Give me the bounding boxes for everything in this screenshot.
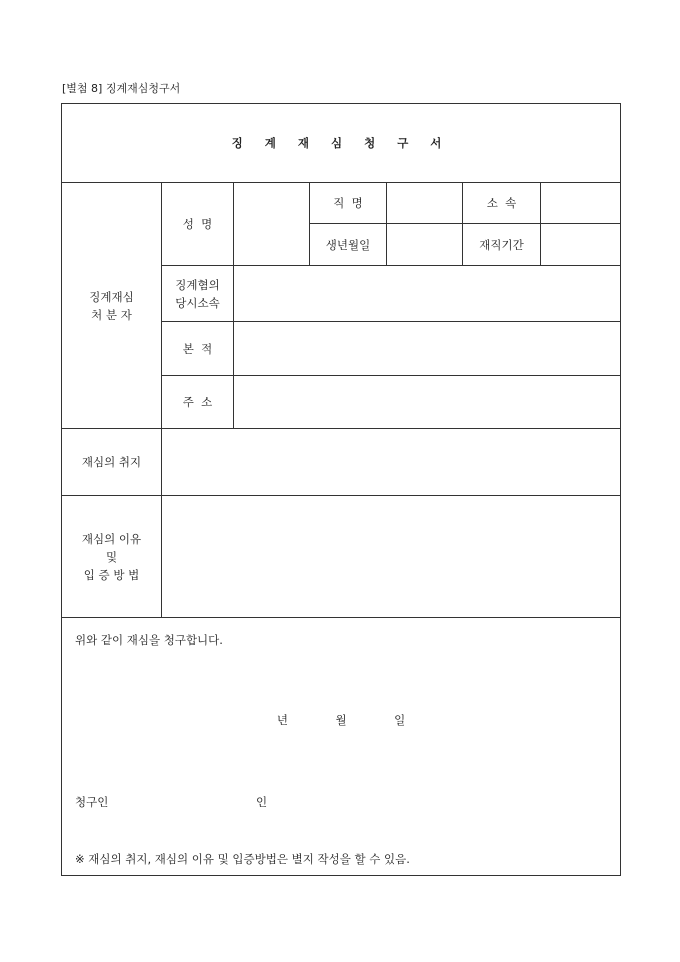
address-label: 주 소 <box>162 376 234 429</box>
footer-section <box>62 618 621 876</box>
requester-section-label <box>62 183 162 429</box>
reason-label <box>62 496 162 618</box>
dept-at-discipline-label <box>162 266 234 322</box>
seal-label: 인 <box>256 795 268 809</box>
reason-label-line3: 입 증 방 법 <box>83 567 140 582</box>
domicile-field[interactable] <box>234 322 621 376</box>
dept-at-discipline-label-line1: 징계혐의 <box>175 277 220 292</box>
requester-section-label-line2: 처 분 자 <box>91 307 132 322</box>
claimant-label: 청구인 <box>75 795 109 809</box>
reason-label-line1: 재심의 이유 <box>81 531 142 546</box>
tenure-label: 재직기간 <box>463 224 541 266</box>
day-label: 일 <box>394 713 406 727</box>
reason-label-line2: 및 <box>105 549 118 564</box>
name-label: 성 명 <box>162 183 234 266</box>
name-field[interactable] <box>234 183 310 266</box>
position-field[interactable] <box>387 183 463 224</box>
dept-at-discipline-field[interactable] <box>234 266 621 322</box>
attachment-label: [별첨 8] 징계재심청구서 <box>62 82 181 95</box>
affiliation-label: 소 속 <box>463 183 541 224</box>
birthdate-label: 생년월일 <box>310 224 387 266</box>
date-line <box>62 712 620 728</box>
affiliation-field[interactable] <box>541 183 621 224</box>
address-field[interactable] <box>234 376 621 429</box>
birthdate-field[interactable] <box>387 224 463 266</box>
month-label: 월 <box>335 713 347 727</box>
requester-section-label-line1: 징계재심 <box>89 289 134 304</box>
form-note: ※ 재심의 취지, 재심의 이유 및 입증방법은 별지 작성을 할 수 있음. <box>75 852 410 866</box>
form-title: 징 계 재 심 청 구 서 <box>62 104 621 183</box>
purpose-field[interactable] <box>162 429 621 496</box>
appeal-form-table <box>61 103 621 876</box>
purpose-label: 재심의 취지 <box>62 429 162 496</box>
dept-at-discipline-label-line2: 당시소속 <box>175 295 220 310</box>
position-label: 직 명 <box>310 183 387 224</box>
year-label: 년 <box>276 713 288 727</box>
tenure-field[interactable] <box>541 224 621 266</box>
reason-field[interactable] <box>162 496 621 618</box>
domicile-label: 본 적 <box>162 322 234 376</box>
request-statement: 위와 같이 재심을 청구합니다. <box>75 633 223 647</box>
